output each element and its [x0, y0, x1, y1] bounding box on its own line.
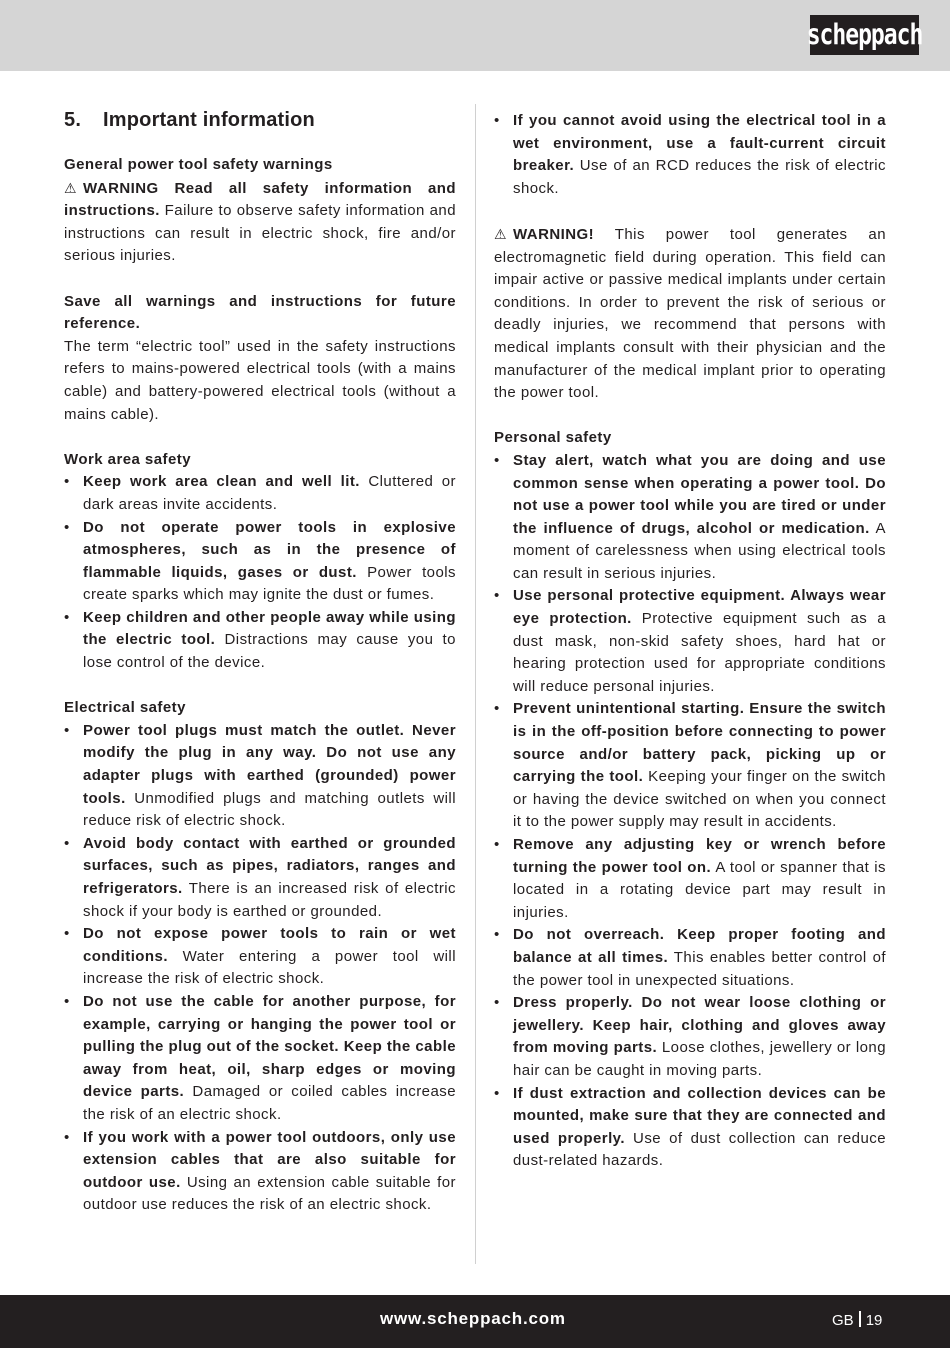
body-text: Using an extension cable suitable for outdoor use reduces the risk of an electric shock. [83, 1173, 457, 1214]
body-text: Keeping your finger on the switch or having the device switched on when you connect it to the power supply may result in accidents. [513, 768, 886, 831]
spacer [64, 268, 456, 291]
bold-text: Do not overreach. Keep proper footing and balance at all times. [513, 926, 886, 966]
bullet-icon: • [494, 926, 500, 944]
list-item [64, 923, 456, 991]
spacer [64, 675, 456, 698]
bullet-icon: • [64, 925, 70, 943]
bullet-icon: • [494, 587, 500, 605]
bullet-icon: • [64, 834, 70, 852]
bold-text: Power tool plugs must match the outlet. Never modify the plug in any way. Do not use any adapter plugs with earthed (grounded) power tools. [83, 721, 456, 807]
bullet-icon: • [64, 473, 70, 491]
header-bar [0, 0, 950, 71]
bold-text: Use personal protective equipment. Always wear eye protection. [513, 587, 886, 628]
body-text: Use of dust collection can reduce dust-related hazards. [513, 1129, 886, 1170]
warning-icon: ⚠ [64, 179, 78, 196]
list-item [64, 517, 456, 607]
paragraph [64, 291, 456, 336]
list-item [494, 450, 886, 586]
paragraph [64, 336, 456, 426]
bold-text: Do not use the cable for another purpose, for example, carrying or hanging the power tool or pulling the plug out of the socket. Keep the cable away from heat, oil, sharp edges or moving device parts. [83, 992, 456, 1101]
bold-text: WARNING Read all safety information and instructions. [64, 179, 456, 220]
list-item [494, 585, 886, 698]
body-text: Use of an RCD reduces the risk of electric shock. [513, 157, 886, 197]
bullet-icon: • [494, 836, 500, 853]
bullet-icon: • [64, 721, 70, 739]
body-text: Power tools create sparks which may ignite the dust or fumes. [83, 563, 457, 604]
bold-text: Keep work area clean and well lit. [83, 473, 360, 491]
body-text: A tool or spanner that is located in a rotating device part may result in injuries. [513, 858, 886, 921]
bold-text: Remove any adjusting key or wrench before turning the power tool on. [513, 836, 886, 876]
warning-icon: ⚠ [494, 225, 508, 242]
body-text: Loose clothes, jewellery or long hair can be caught in moving parts. [513, 1039, 886, 1079]
list-item [64, 833, 456, 923]
body-text: Damaged or coiled cables increase the risk of an electric shock. [83, 1083, 456, 1123]
bold-text: Save all warnings and instructions for future reference. [64, 292, 456, 333]
bullet-icon: • [494, 700, 500, 718]
list-item [494, 834, 886, 924]
logo-text: scheppach [806, 18, 923, 52]
body-text: Water entering a power tool will increase the risk of electric shock. [83, 947, 456, 988]
list-item [64, 471, 456, 516]
footer-bar [0, 1295, 950, 1348]
bold-text: If you cannot avoid using the electrical tool in a wet environment, use a fault-current circuit breaker. [513, 112, 886, 175]
bold-text: Dress properly. Do not wear loose clothing or jewellery. Keep hair, clothing and gloves away from moving parts. [513, 994, 886, 1057]
list-item [494, 110, 886, 200]
bold-text: If dust extraction and collection devices can be mounted, make sure that they are connected and used properly. [513, 1084, 886, 1147]
body-text: Unmodified plugs and matching outlets will reduce risk of electric shock. [83, 789, 456, 830]
bullet-icon: • [64, 518, 70, 536]
paragraph [64, 177, 456, 268]
body-text: Protective equipment such as a dust mask, non-skid safety shoes, hard hat or hearing protection used for appropriate conditions will reduce personal injuries. [513, 610, 886, 695]
bullet-icon: • [64, 608, 70, 626]
list-item [64, 607, 456, 675]
scheppach-logo [806, 15, 923, 55]
body-text: This power tool generates an electromagnetic field during operation. This field can impair active or passive medical implants under certain conditions. In order to prevent the risk of serious or deadly injuries, we recommend that persons with medical implants consult with their physician and the manufacturer of the medical implant prior to operating the power tool. [494, 225, 886, 402]
subheading: Personal safety [494, 429, 612, 447]
body-text: The term “electric tool” used in the safety instructions refers to mains-powered electrical tools (with a mains cable) and battery-powered electrical tools (without a mains cable). [64, 337, 456, 423]
list-item [64, 1127, 456, 1217]
separator [859, 1311, 861, 1327]
bold-text: Stay alert, watch what you are doing and use common sense when operating a power tool. Do not use a power tool while you are tired or under the influence of drugs, alcohol or medication. [513, 451, 886, 537]
page-number: 19 [865, 1312, 883, 1329]
list-item [494, 924, 886, 992]
body-text: Failure to observe safety information and instructions can result in electric shock, fire and/or serious injuries. [64, 202, 456, 265]
list-item [494, 1083, 886, 1173]
bold-text: If you work with a power tool outdoors, only use extension cables that are also suitable for outdoor use. [83, 1128, 456, 1191]
spacer [494, 200, 886, 223]
spacer [494, 405, 886, 428]
body-text: This enables better control of the power tool in unexpected situations. [513, 948, 886, 989]
list-item [64, 991, 456, 1127]
bullet-icon: • [64, 1128, 70, 1146]
spacer [64, 426, 456, 449]
bold-text: Avoid body contact with earthed or grounded surfaces, such as pipes, radiators, ranges and refrigerators. [83, 834, 456, 897]
subheading: Electrical safety [64, 699, 186, 717]
subheading: General power tool safety warnings [64, 156, 333, 173]
subheading: Work area safety [64, 450, 191, 468]
bold-text: WARNING! [513, 225, 595, 243]
body-text: Cluttered or dark areas invite accidents. [83, 473, 456, 513]
page-indicator [832, 1311, 882, 1329]
bold-text: Keep children and other people away while using the electric tool. [83, 608, 456, 649]
section-title: Important information [103, 109, 315, 131]
bold-text: Prevent unintentional starting. Ensure the switch is in the off-position before connecting to power source and/or battery pack, picking up or carrying the tool. [513, 700, 886, 786]
body-text: A moment of carelessness when using electrical tools can result in serious injuries. [513, 519, 886, 582]
section-number: 5. [64, 109, 82, 131]
left-column [64, 108, 456, 1217]
list-item [494, 992, 886, 1082]
body-text: Distractions may cause you to lose control of the device. [83, 631, 456, 672]
section-heading [64, 108, 456, 132]
bullet-icon: • [494, 451, 500, 469]
website-link[interactable]: www.scheppach.com [380, 1309, 566, 1328]
bold-text: Do not operate power tools in explosive atmospheres, such as in the presence of flammable liquids, gases or dust. [83, 518, 456, 581]
body-text: There is an increased risk of electric shock if your body is earthed or grounded. [83, 880, 456, 920]
bullet-icon: • [494, 994, 500, 1012]
right-column [494, 110, 886, 1173]
language-code: GB [832, 1312, 854, 1329]
bullet-icon: • [494, 1084, 500, 1102]
paragraph [494, 223, 886, 405]
list-item [494, 698, 886, 834]
list-item [64, 720, 456, 833]
bold-text: Do not expose power tools to rain or wet conditions. [83, 925, 456, 965]
bullet-icon: • [64, 992, 70, 1010]
column-divider [475, 104, 476, 1264]
bullet-icon: • [494, 112, 500, 129]
